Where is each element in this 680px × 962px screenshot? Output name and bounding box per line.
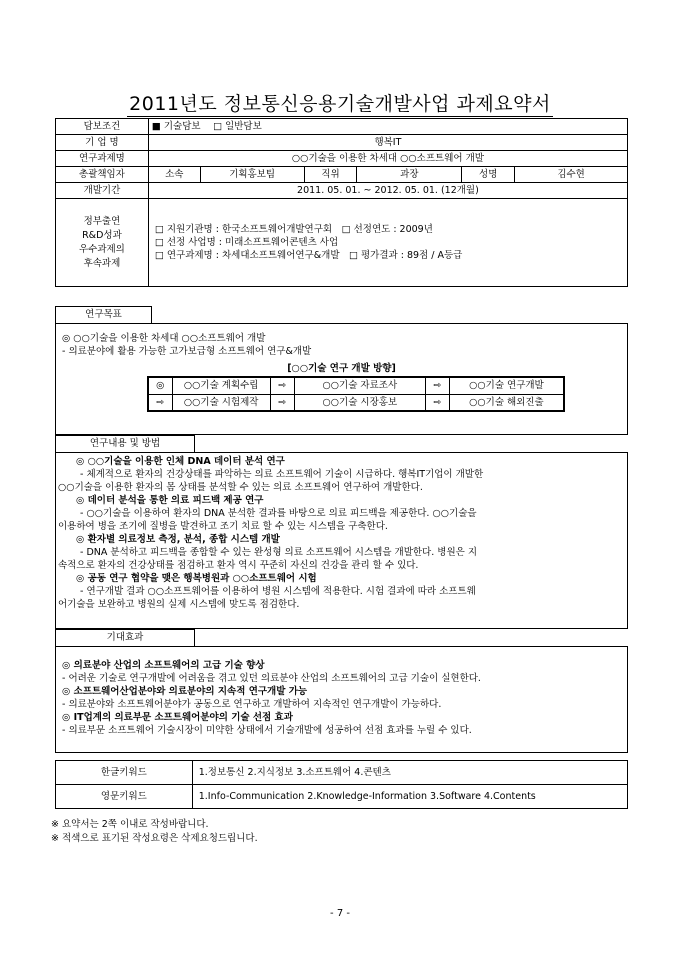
dept-label: 소속: [148, 167, 200, 183]
project-label: 연구과제명: [56, 151, 149, 167]
content-item-text: 어기술을 보완하고 병원의 실제 시스템에 맞도록 점검한다.: [58, 599, 300, 610]
note-line: ※ 적색으로 표기된 작성요령은 삭제요청드립니다.: [51, 833, 258, 844]
content-item-heading: ◎ ○○기술을 이용한 인체 DNA 데이터 분석 연구: [76, 456, 285, 467]
content-item-text: - DNA 분석하고 피드백을 종합할 수 있는 완성형 의료 소프트웨어 시스템을 개발한다. 병원은 지: [80, 547, 477, 558]
note-line: ※ 요약서는 2쪽 이내로 작성바랍니다.: [51, 819, 209, 830]
arrow-icon: ⇨: [425, 377, 449, 394]
goal-section: [55, 323, 628, 435]
content-item: [58, 572, 627, 611]
direction-step: ○○기술 시장홍보: [294, 394, 425, 411]
content-item: [58, 494, 627, 533]
korean-keywords-label: 한글키워드: [56, 761, 193, 785]
target-icon: ◎: [148, 377, 172, 394]
content-item-text: - ○○기술을 이용하여 환자의 DNA 분석한 결과를 바탕으로 의료 피드백을 제공한다. ○○기술을: [80, 508, 477, 519]
company-label: 기 업 명: [56, 135, 149, 151]
direction-step: ○○기술 시험제작: [172, 394, 270, 411]
goal-line: ◎ ○○기술을 이용한 차세대 ○○소프트웨어 개발: [62, 333, 266, 344]
keywords-table: [55, 760, 628, 809]
page-number: - 7 -: [330, 908, 350, 919]
manager-label: 총괄책임자: [56, 167, 149, 183]
support-value: ■ 기술담보 □ 일반담보: [148, 119, 627, 135]
content-item-heading: ◎ 환자별 의료정보 측정, 분석, 종합 시스템 개발: [76, 534, 280, 545]
direction-title: [○○기술 연구 개발 방향]: [287, 363, 396, 374]
effect-item-text: - 의료분야와 소프트웨어분야가 공동으로 연구하고 개발하여 지속적인 연구개발이 가능하다.: [62, 699, 442, 710]
project-value: ○○기술을 이용한 차세대 ○○소프트웨어 개발: [148, 151, 627, 167]
notes: [51, 818, 258, 846]
content-item: [58, 455, 627, 494]
english-keywords-label: 영문키워드: [56, 785, 193, 809]
company-value: 행복IT: [148, 135, 627, 151]
content-item-text: 이용하여 병을 조기에 질병을 발견하고 조기 치료 할 수 있는 시스템을 구축한다.: [58, 521, 388, 532]
effect-item-heading: ◎ 의료분야 산업의 소프트웨어의 고급 기술 향상: [62, 660, 265, 671]
position-label: 직위: [304, 167, 357, 183]
direction-table: [147, 376, 565, 412]
effect-item-text: - 어려운 기술로 연구개발에 어려움을 겪고 있던 의료분야 산업의 소프트웨어의 고급 기술이 실현한다.: [62, 673, 481, 684]
content-section: [55, 452, 628, 629]
effect-section: [55, 646, 628, 753]
english-keywords-value: 1.Info-Communication 2.Knowledge-Information 3.Software 4.Contents: [192, 785, 627, 809]
content-item-text: - 체계적으로 환자의 건강상태를 파악하는 의료 소프트웨어 기술이 시급하다. 행복IT기업이 개발한: [80, 469, 484, 480]
period-value: 2011. 05. 01. ~ 2012. 05. 01. (12개월): [148, 183, 627, 199]
arrow-icon: ⇨: [270, 377, 294, 394]
period-label: 개발기간: [56, 183, 149, 199]
goal-header: 연구목표: [55, 306, 152, 323]
name-label: 성명: [462, 167, 515, 183]
effect-item-heading: ◎ 소프트웨어산업분야와 의료분야의 지속적 연구개발 가능: [62, 686, 308, 697]
support-label: 담보조건: [56, 119, 149, 135]
effect-item-text: - 의료부문 소프트웨어 기술시장이 미약한 상태에서 기술개발에 성공하여 선점 효과를 누릴 수 있다.: [62, 725, 472, 736]
effect-item-heading: ◎ IT업계의 의료부문 소프트웨어분야의 기술 선점 효과: [62, 712, 293, 723]
summary-header-table: [55, 118, 628, 287]
dept-value: 기획홍보팀: [200, 167, 304, 183]
effect-header: 기대효과: [55, 629, 195, 646]
document-title: 2011년도 정보통신응용기술개발사업 과제요약서: [129, 93, 551, 115]
content-item-text: ○○기술을 이용한 환자의 몸 상태를 분석할 수 있는 의료 소프트웨어 연구하여 개발한다.: [58, 482, 423, 493]
direction-step: ○○기술 자료조사: [294, 377, 425, 394]
arrow-icon: ⇨: [148, 394, 172, 411]
content-header: 연구내용 및 방법: [55, 435, 195, 452]
arrow-icon: ⇨: [270, 394, 294, 411]
content-item-heading: ◎ 공동 연구 협약을 맺은 행복병원과 ○○소프트웨어 시험: [76, 573, 317, 584]
direction-step: ○○기술 연구개발: [449, 377, 564, 394]
arrow-icon: ⇨: [425, 394, 449, 411]
content-item-text: 속적으로 환자의 건강상태를 점검하고 환자 역시 꾸준히 자신의 건강을 관리 할 수 있다.: [58, 560, 419, 571]
content-item-text: - 연구개발 결과 ○○소프트웨어를 이용하여 병원 시스템에 적용한다. 시험 결과에 따라 소프트웨: [80, 586, 476, 597]
content-item-heading: ◎ 데이터 분석을 통한 의료 피드백 제공 연구: [76, 495, 264, 506]
direction-step: ○○기술 계획수립: [172, 377, 270, 394]
direction-step: ○○기술 해외진출: [449, 394, 564, 411]
goal-line: - 의료분야에 활용 가능한 고가보급형 소프트웨어 연구&개발: [62, 346, 312, 357]
position-value: 과장: [357, 167, 462, 183]
korean-keywords-value: 1.정보통신 2.지식정보 3.소프트웨어 4.콘텐츠: [192, 761, 627, 785]
gov-rnd-details: □ 지원기관명 : 한국소프트웨어개발연구회 □ 선정연도 : 2009년 □ 선정 사업명 : 미래소프트웨어콘텐츠 사업 □ 연구과제명 : 차세대소프트웨어연구&개발 □ 평가결과 : 89점 / A등급: [148, 199, 627, 287]
gov-rnd-label: 정부출연 R&D성과 우수과제의 후속과제: [56, 199, 149, 287]
name-value: 김수현: [515, 167, 628, 183]
content-item: [58, 533, 627, 572]
